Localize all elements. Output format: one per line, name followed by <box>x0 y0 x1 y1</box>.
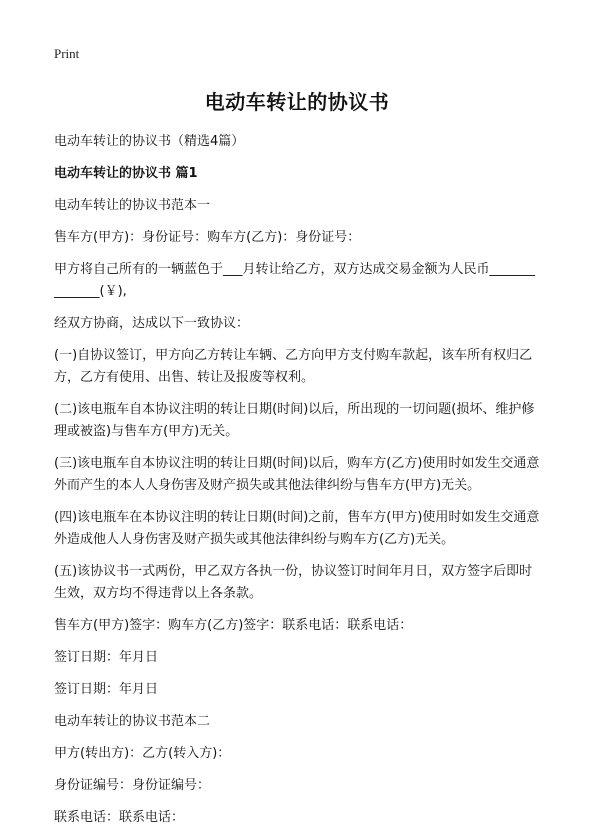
paragraph: 甲方将自己所有的一辆蓝色于___月转让给乙方，双方达成交易金额为人民币______________(￥), <box>54 262 536 299</box>
paragraph: (三)该电瓶车自本协议注明的转让日期(时间)以后，购车方(乙方)使用时如发生交通意外而产生的本人人身伤害及财产损失或其他法律纠纷与售车方(甲方)无关。 <box>54 456 540 493</box>
document-title: 电动车转让的协议书 <box>204 90 390 114</box>
paragraph: 身份证编号：身份证编号： <box>54 778 211 793</box>
paragraph: 电动车转让的协议书范本一 <box>54 198 211 213</box>
paragraph: 甲方(转出方)：乙方(转入方)： <box>54 746 231 761</box>
paragraph: 经双方协商，达成以下一致协议： <box>54 316 250 331</box>
paragraph: (一)自协议签订，甲方向乙方转让车辆、乙方向甲方支付购车款起，该车所有权归乙方，乙方有使用、出售、转让及报废等权利。 <box>54 348 533 385</box>
section-heading: 电动车转让的协议书 篇1 <box>54 166 198 181</box>
paragraph: 售车方(甲方)：身份证号：购车方(乙方)：身份证号： <box>54 230 361 245</box>
paragraph: 签订日期：年月日 <box>54 650 159 665</box>
paragraph: 电动车转让的协议书范本二 <box>54 714 211 729</box>
paragraph: (二)该电瓶车自本协议注明的转让日期(时间)以后，所出现的一切问题(损坏、维护修理或被盗)与售车方(甲方)无关。 <box>54 402 535 439</box>
print-link[interactable]: Print <box>54 46 80 61</box>
paragraph: 联系电话：联系电话： <box>54 810 185 825</box>
document-body <box>54 131 540 829</box>
paragraph: (五)该协议书一式两份，甲乙双方各执一份，协议签订时间年月日，双方签字后即时生效，双方均不得违背以上各条款。 <box>54 564 533 601</box>
paragraph: 签订日期：年月日 <box>54 682 159 697</box>
paragraph: (四)该电瓶车在本协议注明的转让日期(时间)之前，售车方(甲方)使用时如发生交通意外造成他人人身伤害及财产损失或其他法律纠纷与购车方(乙方)无关。 <box>54 510 540 547</box>
paragraph: 售车方(甲方)签字：购车方(乙方)签字：联系电话：联系电话： <box>54 618 413 633</box>
paragraph: 电动车转让的协议书（精选4篇） <box>54 134 245 149</box>
